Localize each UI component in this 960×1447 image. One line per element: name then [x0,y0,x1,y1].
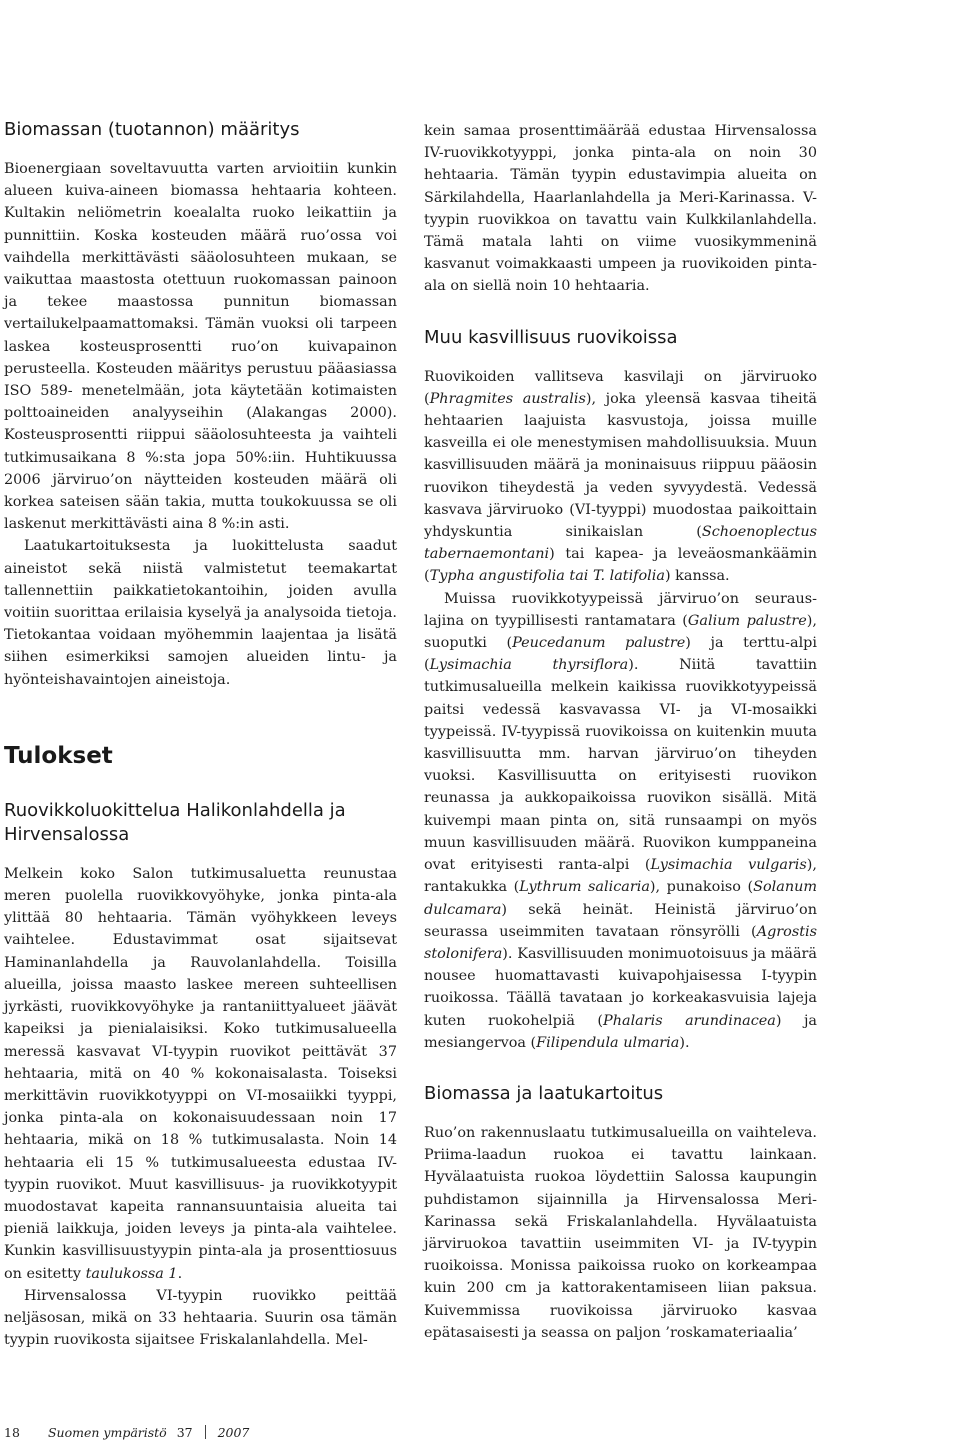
species-name: Filipendula ulmaria [536,1034,680,1051]
text: ) kanssa. [664,568,730,585]
heading-reed-classification: Ruovikkoluokittelua Halikonlahdella ja Hirvensalossa [4,799,346,845]
species-name: Agrostis stolonifera [424,923,817,962]
right-column [424,120,817,1344]
text: ), suoputki ( [424,612,817,652]
species-name: Solanum dulcamara [424,879,817,918]
species-name: Phragmites australis [429,390,586,407]
species-name: Galium palustre [687,612,807,629]
text: ), rantakukka ( [424,857,817,896]
species-name: Peucedanum palustre [512,635,686,652]
paragraph [424,366,817,588]
species-name: Lysimachia thyrsiflora [429,657,629,674]
publication-title: Suomen ympäristö [47,1425,167,1440]
paragraph: Hirvensalossa VI-tyypin ruovikko peittää neljäsosan, mikä on 33 hehtaaria. Suurin osa tämän tyypin ruovikosta sijaitsee Friskalanlahdella. Mel- [4,1287,397,1349]
paragraph: Ruo’on rakennuslaatu tutkimusalueilla on vaihteleva. Priima-laadun ruokoa ei tavattu lainkaan. Hyvälaatuista ruokoa löydettiin Salossa kaupungin puhdistamon sijainnilla ja Hirvensalossa Meri-Karinassa sekä Friskalanlahdella. Hyvälaatuista järviruokoa tavattiin useimmiten VI- ja IV-tyypin ruoikoissa. Monissa paikoissa ruoko on korkeampaa kuin 200 cm ja kattorakentamiseen liian paksua. Kuivemmissa ruovikoissa järviruoko kasvaa epätasaisesti ja seassa on paljon ’roskamateriaalia’ [424,1124,817,1341]
heading-results: Tulokset [4,742,113,769]
species-name: Phalaris arundinacea [603,1012,776,1029]
page-footer [4,1425,249,1440]
species-name: Typha angustifolia tai T. latifolia [429,568,665,585]
heading-other-vegetation: Muu kasvillisuus ruovikoissa [424,326,678,348]
publication-year: 2007 [217,1425,250,1440]
table-reference: taulukossa 1 [85,1265,178,1282]
text: ) sekä heinät. Heinistä järviruo’on seurassa useimmiten tavataan rönsyrölli ( [424,901,817,940]
page-number: 18 [4,1425,20,1440]
text: . [177,1265,183,1282]
footer-divider [205,1425,206,1439]
text: Ruovikoiden vallitseva kasvilaji on järviruoko ( [424,368,817,407]
species-name: Schoenoplectus tabernaemontani [424,524,817,563]
heading-biomass-determination: Biomassan (tuotannon) määritys [4,119,300,140]
text: ) ja terttu-alpi ( [424,635,817,674]
species-name: Lythrum salicaria [519,879,650,896]
paragraph [424,588,817,1054]
text: ), joka yleensä kasvaa tiheitä hehtaarien laajuista kasvustoja, joissa muille kasveilla ei ole menestymisen mahdollisuuksia. Muun kasvillisuuden määrä ja moninaisuus riippuu pääosin ruovikon tiheydestä ja veden syvyydestä. Vedessä kasvava järviruoko (VI-tyyppi) muodostaa paikoittain yhdyskuntia sinikaislan ( [424,390,817,541]
text: Melkein koko Salon tutkimusaluetta reunustaa meren puolella ruovikkovyöhyke, jonka pinta-ala ylittää 80 hehtaaria. Tämän vyöhykkeen leveys vaihtelee. Edustavimmat osat sijaitsevat Haminanlahdella ja Rauvolanlahdella. Toisilla alueilla, joissa maasto laskee mereen suhteellisen jyrkästi, ruovikkovyöhyke ja rantaniittyalueet jäävät kapeiksi ja pienialaisiksi. Koko tutkimusalueella meressä kasvavat VI-tyypin ruovikot peittävät 37 hehtaaria, mitä on 40 % kokonaisalasta. Toiseksi merkittävin ruovikkotyyppi on VI-mosaiikki tyyppi, jonka pinta-ala on kokonaisuudessaan noin 17 hehtaaria, mikä on 18 % tutkimusalasta. Noin 14 hehtaaria eli 15 % tutkimusalueesta edustaa IV-tyypin ruovikot. Muut kasvillisuus- ja ruovikkotyypit muodostavat kapeita rannansuuntaisia alueita tai pieniä laikkuja, joiden leveys ja pinta-ala vaihtelee. Kunkin kasvillisuustyypin pinta-ala ja prosenttiosuus on esitetty [4,865,397,1282]
text: ). [679,1034,690,1051]
text: Muissa ruovikkotyypeissä järviruo’on seurauslajina on tyypillisesti rantamatara ( [424,590,817,629]
paragraph [4,863,397,1285]
text: ) tai kapea- ja leveäosmankäämin ( [424,546,817,585]
issue-number: 37 [176,1425,193,1440]
paragraph: Laatukartoituksesta ja luokittelusta saadut aineistot sekä niistä valmistetut teemakartat tallennettiin paikkatietokantoihin, joiden avulla voitiin suorittaa erilaisia kyselyä ja analysoida tietoja. Tietokantaa voidaan myöhemmin laajentaa ja lisätä siihen esimerkiksi samojen alueiden lintu- ja hyönteishavaintojen aineistoja. [4,538,397,688]
species-name: Lysimachia vulgaris [650,857,807,874]
paragraph: kein samaa prosenttimäärää edustaa Hirvensalossa IV-ruovikkotyyppi, jonka pinta-ala on noin 30 hehtaaria. Tämän tyypin edustavimpia alueita on Särkilahdella, Haarlanlahdella ja Meri-Karinassa. V-tyypin ruovikkoa on tavattu vain Kulkkilanlahdella. Tämä matala lahti on viime vuosikymmeninä kasvanut voimakkaasti umpeen ja ruovikoiden pinta-ala on siellä noin 10 hehtaaria. [424,123,817,295]
text: ), punakoiso ( [649,879,754,896]
text: ). Kasvillisuuden monimuotoisuus ja määrä nousee huomattavasti kuivapohjaisessa I-tyypin ruoikossa. Täällä tavataan jo korkeakasvuisia lajeja kuten ruokohelpiä ( [424,945,817,1029]
text: ) ja mesiangervoa ( [424,1012,817,1051]
text: ). Niitä tavattiin tutkimusalueilla melkein kaikissa ruovikkotyypeissä paitsi vedessä kasvavassa VI- ja VI-mosaikki tyypeissä. IV-tyypissä ruovikoissa on kuitenkin muuta kasvillisuutta mm. harvan järviruo’on tiheyden vuoksi. Kasvillisuutta on erityisesti ruovikon reunassa ja aukkopaikoissa ruovikon sisällä. Mitä kuivempi maan pinta on, sitä runsaampi on myös muun kasvillisuuden määrä. Ruovikon kumppaneina ovat erityisesti ranta-alpi ( [424,657,818,874]
paragraph: Bioenergiaan soveltavuutta varten arvioitiin kunkin alueen kuiva-aineen biomassa hehtaaria kohteen. Kultakin neliömetrin koealalta ruoko leikattiin ja punnittiin. Koska kosteuden määrä ruo’ossa voi vaihdella merkittävästi sääolosuhteen mukaan, se vaikuttaa maastosta otettuun ruokomassan painoon ja tekee maastossa punnitun biomassan vertailukelpaamattomaksi. Tämän vuoksi oli tarpeen laskea kosteusprosentti ruo’on kuivapainon perusteella. Kosteuden määritys perustuu pääasiassa ISO 589- menetelmään, jota käytetään kotimaisten polttoaineiden analyyseihin (Alakangas 2000). Kosteusprosentti riippui sääolosuhteesta ja vaihteli tutkimusaikana 8 %:sta jopa 50%:iin. Huhtikuussa 2006 järviruo’on näytteiden kosteuden määrä oli korkea sateisen sään takia, mutta toukokuussa se oli laskenut merkittävästi aina 8 %:in asti. [4,161,397,533]
heading-biomass-quality: Biomassa ja laatukartoitus [424,1082,664,1104]
left-column [4,118,397,1351]
